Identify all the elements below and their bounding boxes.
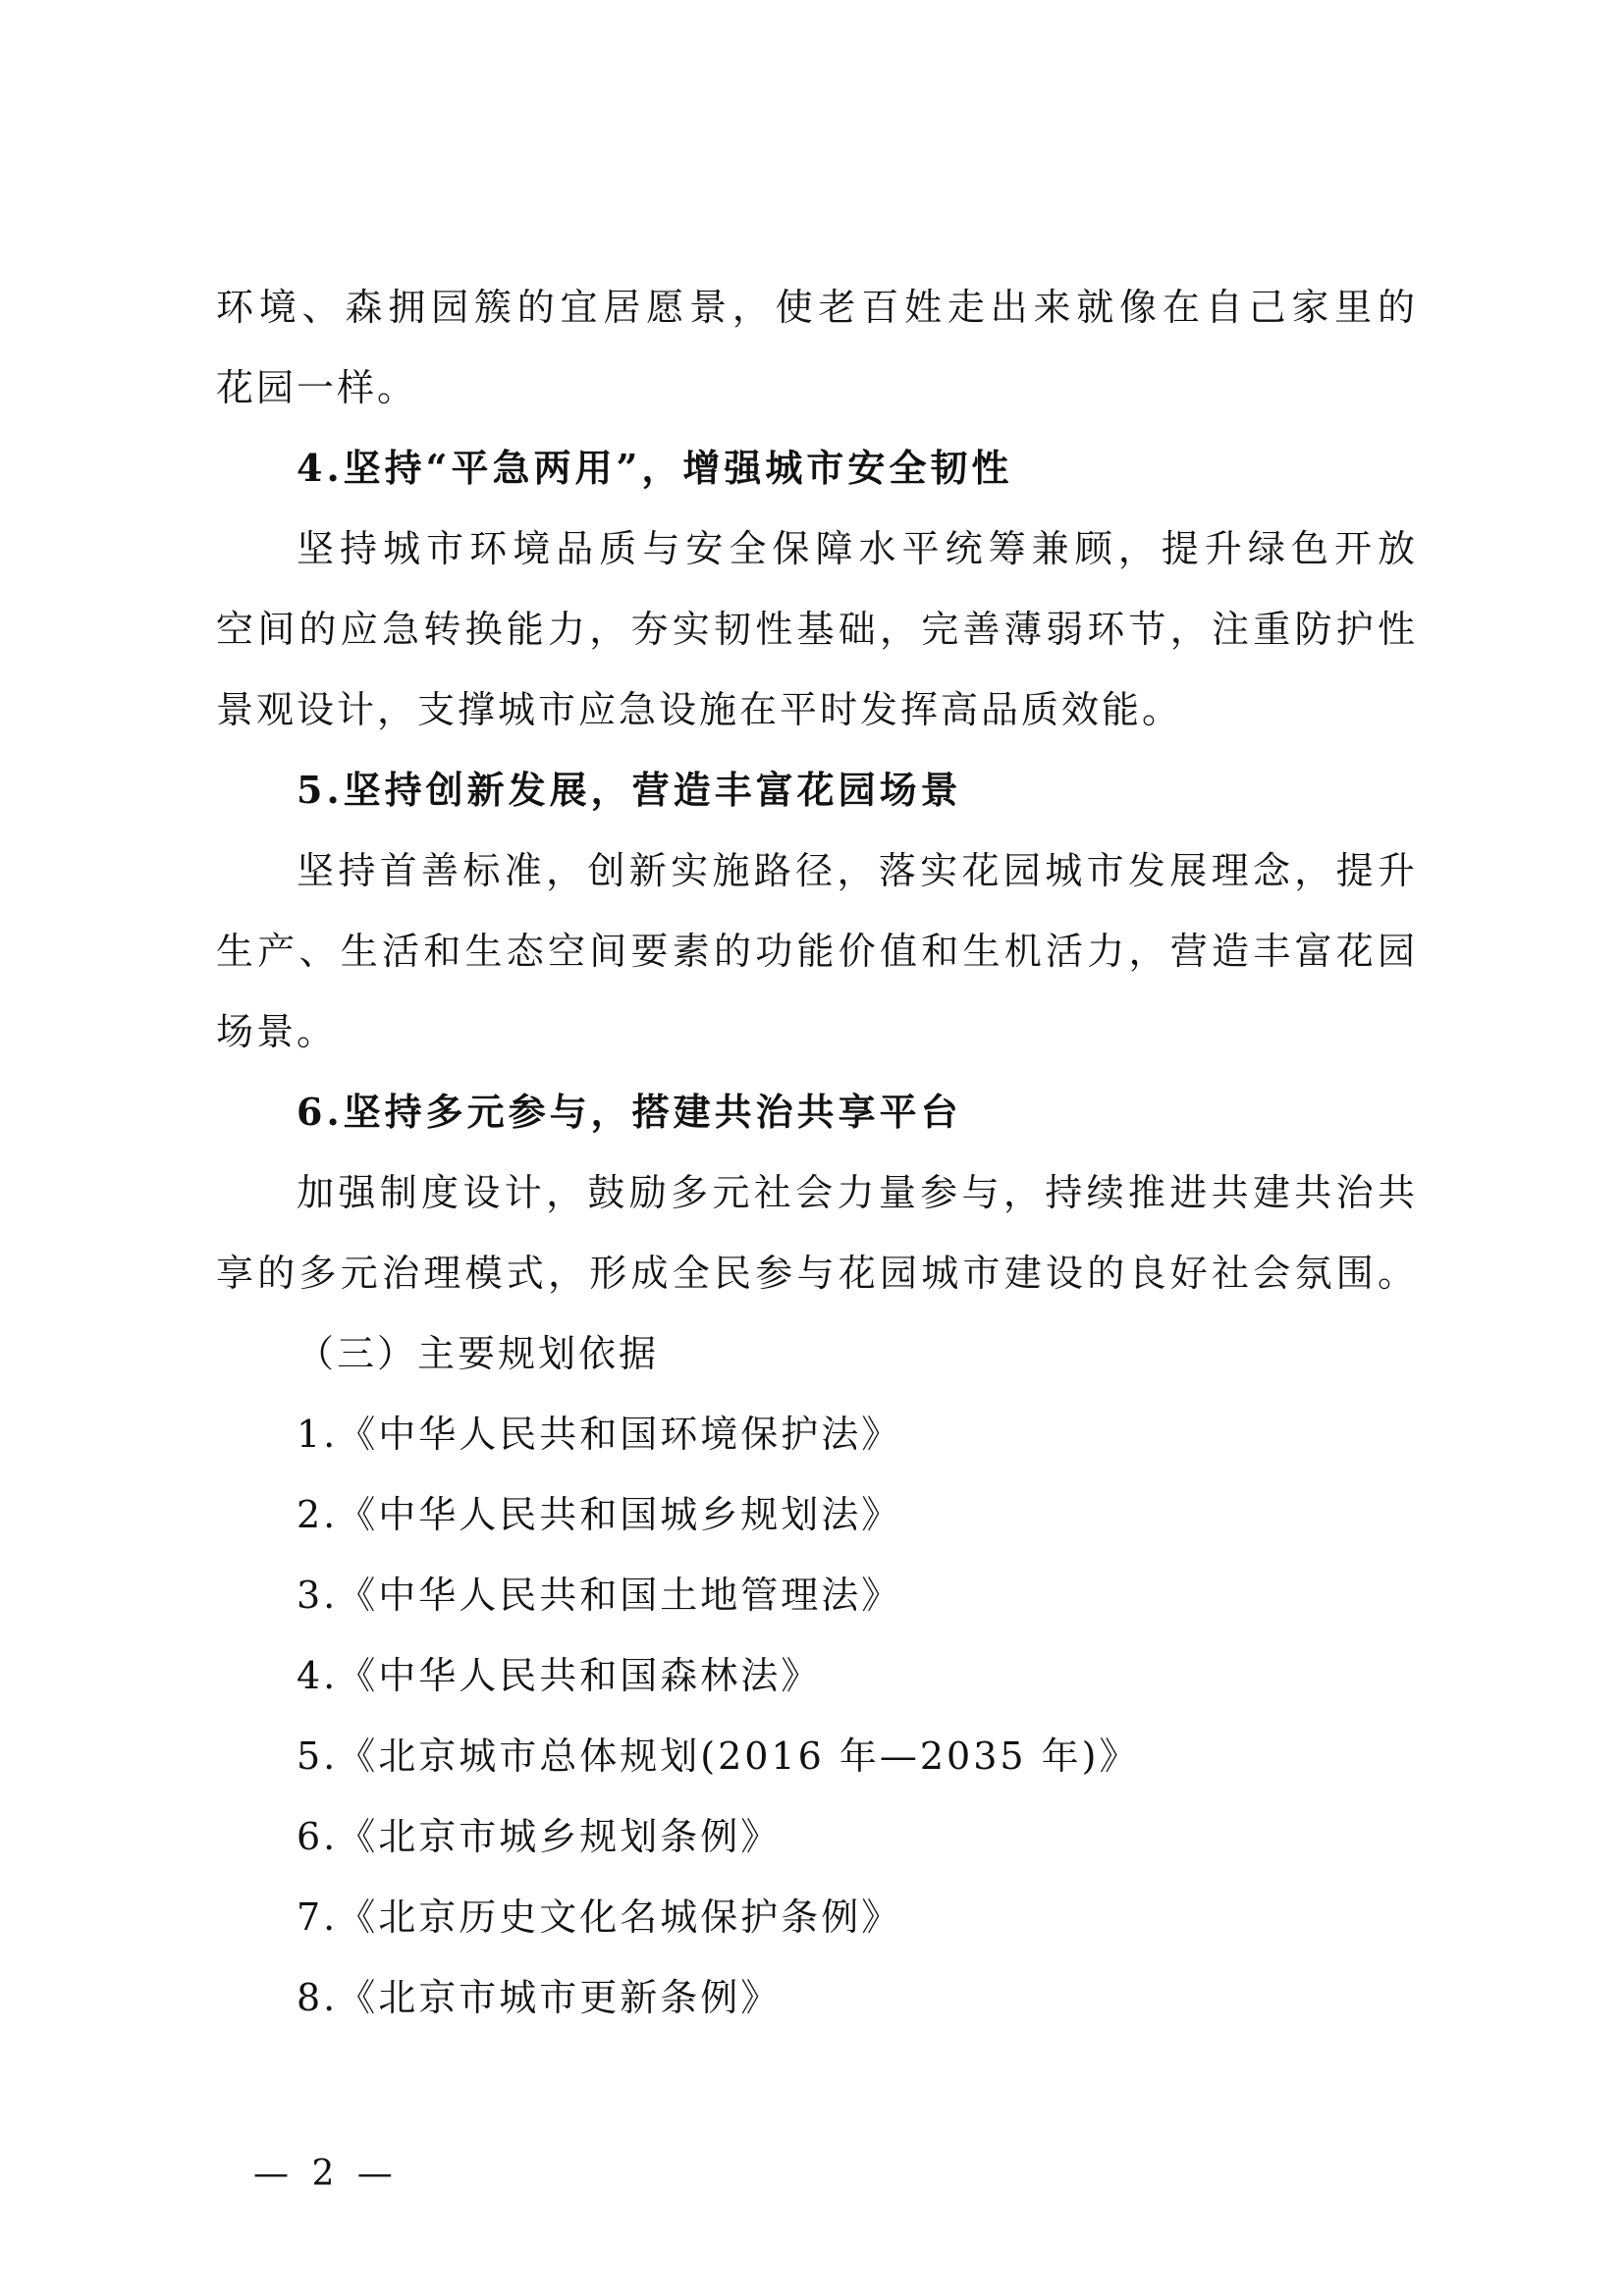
section-heading: 6.坚持多元参与，搭建共治共享平台	[297, 1090, 962, 1134]
paragraph-line: 景观设计，支撑城市应急设施在平时发挥高品质效能。	[216, 688, 1183, 731]
document-body	[216, 267, 1418, 2038]
reference-item: 7.《北京历史文化名城保护条例》	[297, 1896, 902, 1939]
reference-item: 2.《中华人民共和国城乡规划法》	[297, 1493, 902, 1536]
reference-item: 6.《北京市城乡规划条例》	[297, 1815, 782, 1858]
paragraph-line: 生产、生活和生态空间要素的功能价值和生机活力，营造丰富花园	[216, 930, 1418, 973]
page-number: — 2 —	[253, 2154, 399, 2194]
reference-item: 1.《中华人民共和国环境保护法》	[297, 1413, 902, 1456]
section-heading: 5.坚持创新发展，营造丰富花园场景	[297, 768, 962, 812]
reference-item: 5.《北京城市总体规划(2016 年—2035 年)》	[297, 1735, 1140, 1778]
paragraph-line: 场景。	[216, 1010, 338, 1053]
paragraph-line: 坚持首善标准，创新实施路径，落实花园城市发展理念，提升	[297, 849, 1418, 892]
paragraph-line: 享的多元治理模式，形成全民参与花园城市建设的良好社会氛围。	[216, 1252, 1418, 1295]
paragraph-line: 加强制度设计，鼓励多元社会力量参与，持续推进共建共治共	[297, 1171, 1418, 1214]
section-heading: 4.坚持“平急两用”，增强城市安全韧性	[297, 446, 1013, 490]
paragraph-line: 坚持城市环境品质与安全保障水平统筹兼顾，提升绿色开放	[297, 527, 1418, 570]
paragraph-line: 环境、森拥园簇的宜居愿景，使老百姓走出来就像在自己家里的	[216, 286, 1418, 329]
paragraph-line: 空间的应急转换能力，夯实韧性基础，完善薄弱环节，注重防护性	[216, 608, 1418, 651]
subsection-title: （三）主要规划依据	[297, 1332, 660, 1375]
reference-item: 4.《中华人民共和国森林法》	[297, 1654, 822, 1697]
reference-item: 3.《中华人民共和国土地管理法》	[297, 1574, 902, 1617]
paragraph-line: 花园一样。	[216, 366, 418, 409]
reference-item: 8.《北京市城市更新条例》	[297, 1976, 782, 2019]
